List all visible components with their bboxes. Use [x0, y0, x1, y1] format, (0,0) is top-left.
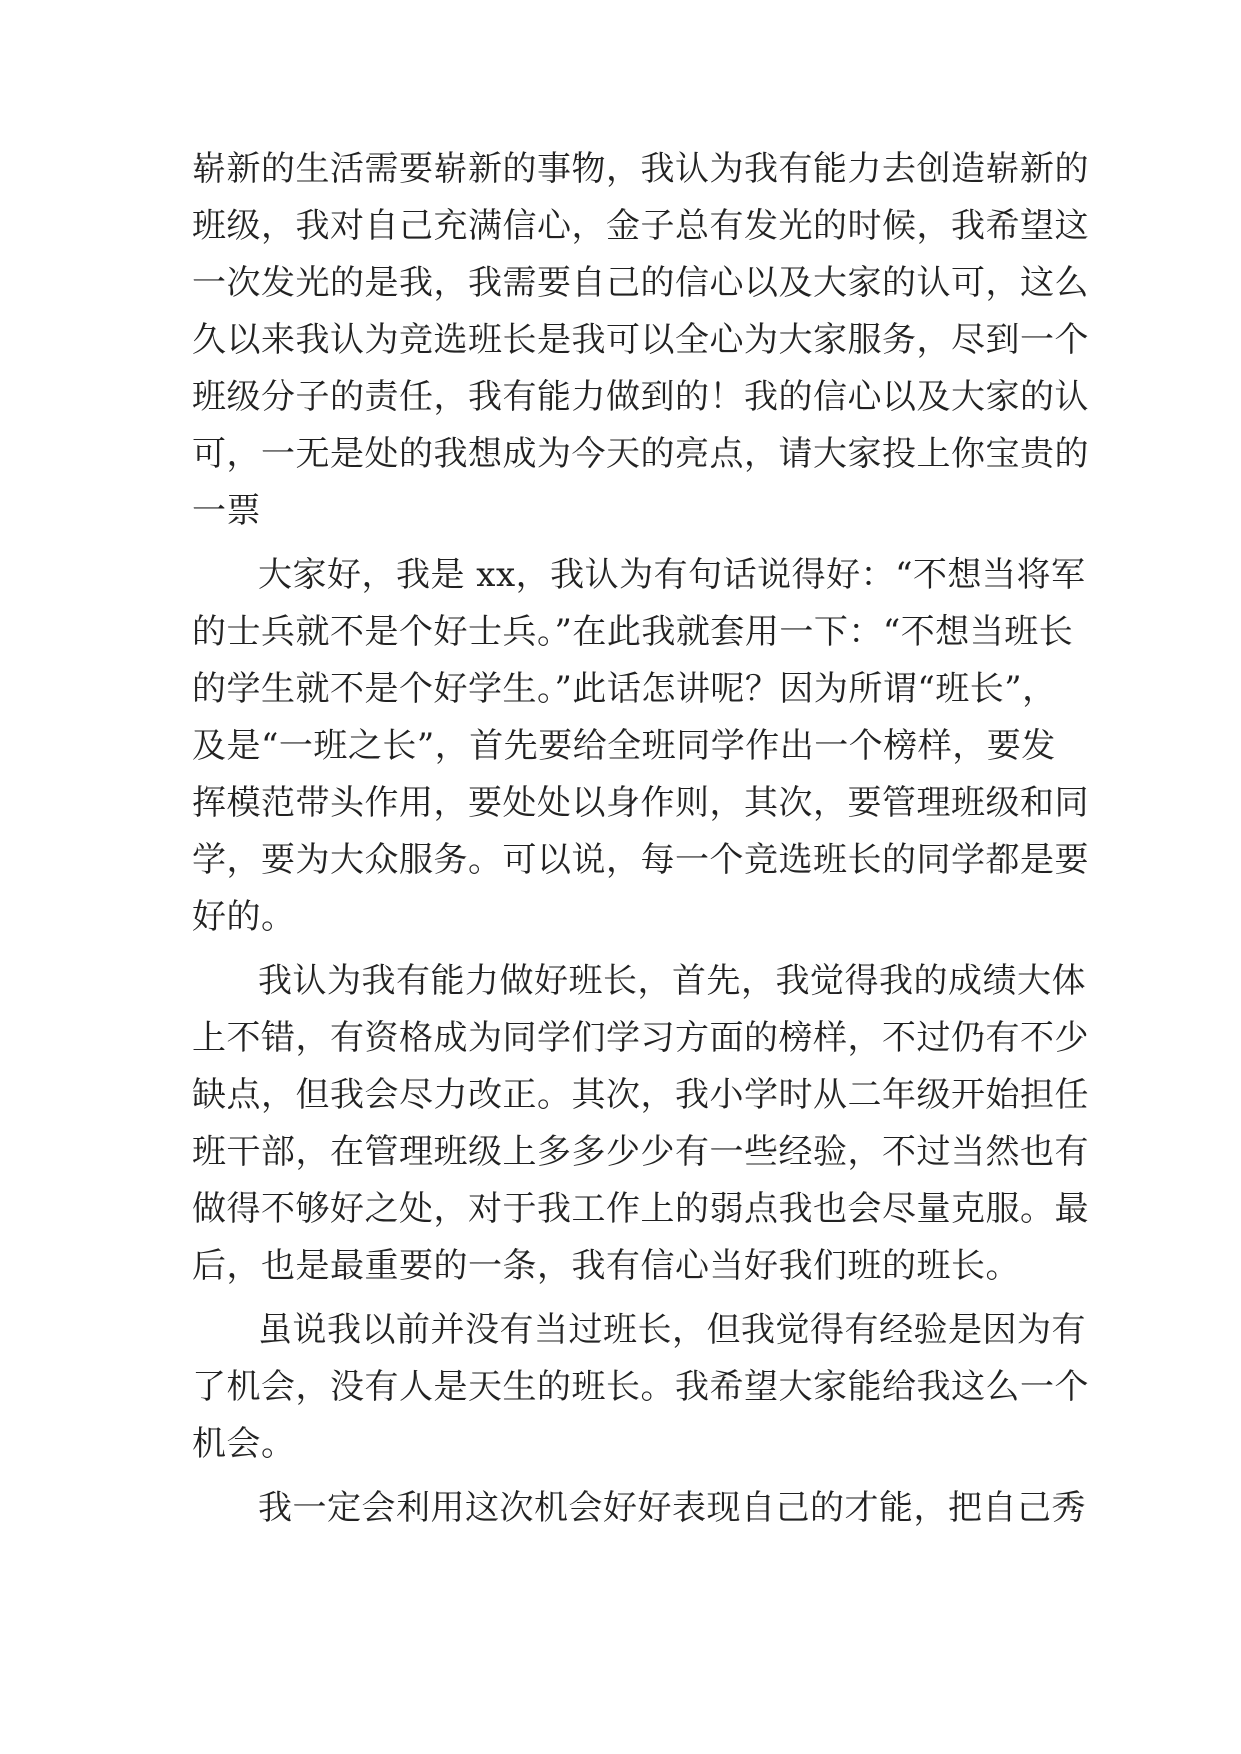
text-line: 班干部，在管理班级上多多少少有一些经验，不过当然也有 [192, 1132, 1089, 1172]
paragraph-first-line: 虽说我以前并没有当过班长，但我觉得有经验是因为有 [258, 1310, 1086, 1350]
text-line: 机会。 [192, 1424, 296, 1464]
text-line: 一票 [192, 491, 261, 531]
text-line: 做得不够好之处，对于我工作上的弱点我也会尽量克服。最 [192, 1189, 1089, 1229]
text-line: 一次发光的是我，我需要自己的信心以及大家的认可，这么 [192, 263, 1089, 303]
text-line: 的士兵就不是个好士兵。”在此我就套用一下：“不想当班长 [192, 612, 1074, 652]
text-line: 可，一无是处的我想成为今天的亮点，请大家投上你宝贵的 [192, 434, 1089, 474]
text-line: 的学生就不是个好学生。”此话怎讲呢？因为所谓“班长”， [192, 669, 1057, 709]
text-line: 班级，我对自己充满信心，金子总有发光的时候，我希望这 [192, 206, 1089, 246]
text-line: 崭新的生活需要崭新的事物，我认为我有能力去创造崭新的 [192, 149, 1089, 189]
text-line: 缺点，但我会尽力改正。其次，我小学时从二年级开始担任 [192, 1075, 1089, 1115]
text-line: 学，要为大众服务。可以说，每一个竞选班长的同学都是要 [192, 840, 1089, 880]
text-line: 后，也是最重要的一条，我有信心当好我们班的班长。 [192, 1246, 1020, 1286]
text-line: 及是“一班之长”，首先要给全班同学作出一个榜样，要发 [192, 726, 1056, 766]
text-line: 班级分子的责任，我有能力做到的！我的信心以及大家的认 [192, 377, 1089, 417]
paragraph-first-line: 大家好，我是 xx，我认为有句话说得好：“不想当将军 [258, 555, 1086, 595]
text-line: 挥模范带头作用，要处处以身作则，其次，要管理班级和同 [192, 783, 1089, 823]
paragraph-first-line: 我一定会利用这次机会好好表现自己的才能，把自己秀 [258, 1488, 1086, 1528]
text-line: 久以来我认为竞选班长是我可以全心为大家服务，尽到一个 [192, 320, 1089, 360]
text-line: 上不错，有资格成为同学们学习方面的榜样，不过仍有不少 [192, 1018, 1089, 1058]
text-line: 好的。 [192, 897, 296, 937]
text-line: 了机会，没有人是天生的班长。我希望大家能给我这么一个 [192, 1367, 1089, 1407]
paragraph-first-line: 我认为我有能力做好班长，首先，我觉得我的成绩大体 [258, 961, 1086, 1001]
